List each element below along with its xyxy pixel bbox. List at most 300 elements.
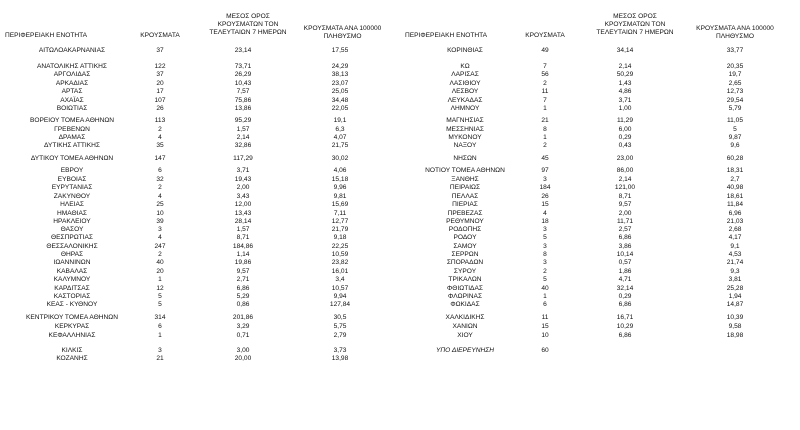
cases-value: 56 [541, 71, 549, 78]
cases-value: 3 [543, 176, 547, 183]
avg-value: 6,86 [618, 332, 632, 339]
table-row [0, 193, 400, 201]
per100k-value: 11,84 [726, 201, 743, 208]
table-row [400, 117, 800, 125]
cases-value: 2 [158, 251, 162, 258]
cases-value: 17 [156, 88, 164, 95]
table-row [0, 126, 400, 134]
cases-value: 25 [156, 201, 164, 208]
table-row [400, 134, 800, 142]
avg-value: 1,14 [236, 251, 250, 258]
table-row [0, 259, 400, 267]
table-row [0, 201, 400, 209]
avg-value: 0,71 [236, 332, 250, 339]
avg-value: 9,57 [618, 201, 632, 208]
region-name: ΡΟΔΟΥ [453, 234, 477, 241]
region-name: ΣΑΜΟΥ [453, 243, 477, 250]
per100k-value: 2,68 [728, 226, 742, 233]
table-row [0, 323, 400, 331]
cases-value: 21 [541, 117, 549, 124]
avg-value: 8,71 [618, 193, 632, 200]
per100k-value: 30,5 [333, 314, 347, 321]
cases-value: 2 [158, 126, 162, 133]
avg-value: 2,14 [236, 134, 250, 141]
avg-value: 8,71 [236, 234, 250, 241]
avg-value: 3,71 [618, 97, 632, 104]
per100k-value: 9,94 [333, 293, 347, 300]
avg-value: 10,29 [616, 323, 634, 330]
table-row [0, 47, 400, 55]
avg-value: 11,71 [616, 218, 633, 225]
cases-value: 1 [543, 134, 547, 141]
per100k-value: 2,7 [730, 176, 740, 183]
table-row [0, 268, 400, 276]
cases-value: 1 [543, 105, 547, 112]
per100k-value: 18,98 [726, 332, 744, 339]
cases-value: 40 [541, 285, 549, 292]
per100k-value: 3,81 [728, 276, 742, 283]
region-name: ΣΠΟΡΑΔΩΝ [446, 259, 484, 266]
avg-value: 10,14 [616, 251, 634, 258]
cases-value: 10 [156, 210, 164, 217]
cases-value: 147 [154, 155, 166, 162]
table-row [400, 234, 800, 242]
table-row [400, 243, 800, 251]
table-row [400, 193, 800, 201]
cases-value: 1 [543, 293, 547, 300]
header-avg: ΜΕΣΟΣ ΟΡΟΣ ΚΡΟΥΣΜΑΤΩΝ ΤΟΝ ΤΕΛΕΥΤΑΙΩΝ 7 ΗΜΕΡΩΝ [596, 13, 674, 36]
region-name: ΛΑΣΙΘΙΟΥ [449, 80, 481, 87]
cases-value: 4 [158, 193, 162, 200]
per100k-value: 12,77 [331, 218, 349, 225]
region-name: ΚΕΦΑΛΛΗΝΙΑΣ [48, 332, 96, 339]
avg-value: 19,86 [234, 259, 252, 266]
table-row [0, 71, 400, 79]
cases-value: 49 [541, 47, 549, 54]
table-row [0, 80, 400, 88]
cases-value: 3 [543, 243, 547, 250]
avg-value: 32,86 [234, 142, 252, 149]
avg-value: 7,57 [236, 88, 250, 95]
cases-value: 4 [158, 234, 162, 241]
cases-value: 12 [156, 285, 164, 292]
cases-value: 5 [543, 234, 547, 241]
per100k-value: 7,11 [333, 210, 347, 217]
avg-value: 86,00 [616, 167, 634, 174]
avg-value: 4,86 [618, 88, 632, 95]
cases-value: 4 [543, 210, 547, 217]
table-row [0, 63, 400, 71]
cases-value: 37 [156, 71, 164, 78]
per100k-value: 9,81 [333, 193, 347, 200]
per100k-value: 21,79 [331, 226, 349, 233]
per100k-value: 5 [733, 126, 737, 133]
cases-value: 5 [158, 301, 162, 308]
per100k-value: 2,65 [728, 80, 742, 87]
region-name: ΙΩΑΝΝΙΝΩΝ [53, 259, 91, 266]
header-avg: ΜΕΣΟΣ ΟΡΟΣ ΚΡΟΥΣΜΑΤΩΝ ΤΟΝ ΤΕΛΕΥΤΑΙΩΝ 7 ΗΜΕΡΩΝ [209, 13, 287, 36]
cases-value: 11 [541, 314, 549, 321]
per100k-value: 23,82 [331, 259, 349, 266]
per100k-value: 22,25 [331, 243, 349, 250]
region-name: ΔΡΑΜΑΣ [58, 134, 86, 141]
cases-value: 3 [543, 259, 547, 266]
region-name: ΚΙΛΚΙΣ [61, 347, 83, 354]
per100k-value: 127,84 [329, 301, 351, 308]
region-name: ΒΟΡΕΙΟΥ ΤΟΜΕΑ ΑΘΗΝΩΝ [29, 117, 115, 124]
region-name: ΑΡΚΑΔΙΑΣ [55, 80, 89, 87]
table-row [400, 323, 800, 331]
region-name: ΜΕΣΣΗΝΙΑΣ [446, 126, 484, 133]
table-row [0, 176, 400, 184]
region-name: ΗΜΑΘΙΑΣ [57, 210, 87, 217]
cases-value: 45 [541, 155, 549, 162]
per100k-value: 17,55 [331, 47, 349, 54]
avg-value: 34,14 [616, 47, 634, 54]
per100k-value: 1,94 [728, 293, 742, 300]
avg-value: 3,86 [618, 243, 632, 250]
table-row [0, 88, 400, 96]
avg-value: 75,86 [234, 97, 252, 104]
table-row [400, 155, 800, 163]
cases-value: 3 [543, 226, 547, 233]
avg-value: 201,86 [232, 314, 254, 321]
per100k-value: 29,54 [726, 97, 744, 104]
region-name: ΧΑΝΙΩΝ [452, 323, 478, 330]
table-row [400, 210, 800, 218]
region-name: ΛΕΥΚΑΔΑΣ [447, 97, 483, 104]
table-row [0, 332, 400, 340]
region-name: ΕΥΡΥΤΑΝΙΑΣ [51, 184, 93, 191]
avg-value: 3,29 [236, 323, 250, 330]
cases-value: 10 [541, 332, 549, 339]
header-per100k: ΚΡΟΥΣΜΑΤΑ ΑΝΑ 100000 ΠΛΗΘΥΣΜΟ [696, 25, 774, 40]
region-name: ΔΥΤΙΚΟΥ ΤΟΜΕΑ ΑΘΗΝΩΝ [30, 155, 114, 162]
per100k-value: 14,87 [726, 301, 744, 308]
cases-value: 20 [156, 80, 164, 87]
header-cases: ΚΡΟΥΣΜΑΤΑ [525, 32, 565, 39]
per100k-value: 9,1 [730, 243, 740, 250]
per100k-value: 20,35 [726, 63, 744, 70]
region-name: ΧΙΟΥ [457, 332, 473, 339]
avg-value: 13,86 [234, 105, 252, 112]
avg-value: 1,86 [618, 268, 632, 275]
per100k-value: 4,53 [728, 251, 742, 258]
per100k-value: 21,03 [726, 218, 744, 225]
region-name: ΖΑΚΥΝΘΟΥ [53, 193, 91, 200]
avg-value: 12,00 [234, 201, 252, 208]
region-name: ΧΑΛΚΙΔΙΚΗΣ [445, 314, 485, 321]
cases-value: 15 [541, 201, 549, 208]
avg-value: 95,29 [234, 117, 252, 124]
per100k-value: 22,05 [331, 105, 349, 112]
cases-value: 37 [156, 47, 164, 54]
table-row [400, 126, 800, 134]
region-name: ΒΟΙΩΤΙΑΣ [56, 105, 88, 112]
table-row [0, 285, 400, 293]
table-row [0, 105, 400, 113]
per100k-value: 33,77 [726, 47, 744, 54]
cases-value: 40 [156, 259, 164, 266]
avg-value: 6,86 [618, 234, 632, 241]
region-name: ΔΥΤΙΚΗΣ ΑΤΤΙΚΗΣ [44, 142, 100, 149]
table-row [400, 259, 800, 267]
per100k-value: 34,48 [331, 97, 349, 104]
cases-value: 8 [543, 126, 547, 133]
region-name: ΚΑΡΔΙΤΣΑΣ [54, 285, 90, 292]
avg-value: 73,71 [234, 63, 252, 70]
per100k-value: 21,74 [726, 259, 744, 266]
avg-value: 28,14 [234, 218, 252, 225]
region-name: ΚΕΑΣ - ΚΥΘΝΟΥ [46, 301, 98, 308]
table-row [0, 276, 400, 284]
cases-value: 97 [541, 167, 549, 174]
header-region: ΠΕΡΙΦΕΡΕΙΑΚΗ ΕΝΟΤΗΤΑ [5, 32, 88, 39]
cases-value: 35 [156, 142, 164, 149]
per100k-value: 9,18 [333, 234, 347, 241]
region-name: ΗΛΕΙΑΣ [60, 201, 84, 208]
per100k-value: 18,31 [726, 167, 744, 174]
header-region: ΠΕΡΙΦΕΡΕΙΑΚΗ ΕΝΟΤΗΤΑ [405, 32, 488, 39]
region-name: ΘΕΣΣΑΛΟΝΙΚΗΣ [46, 243, 98, 250]
per100k-value: 9,58 [728, 323, 742, 330]
per100k-value: 5,75 [333, 323, 347, 330]
avg-value: 0,43 [618, 142, 632, 149]
avg-value: 2,14 [618, 176, 632, 183]
region-name: ΝΑΞΟΥ [453, 142, 477, 149]
cases-value: 7 [543, 63, 547, 70]
cases-value: 122 [154, 63, 166, 70]
region-name: ΚΑΒΑΛΑΣ [56, 268, 88, 275]
table-row [0, 210, 400, 218]
table-row [400, 97, 800, 105]
per100k-value: 13,98 [331, 355, 349, 362]
per100k-value: 4,06 [333, 167, 347, 174]
table-row [400, 332, 800, 340]
region-name: ΘΕΣΠΡΩΤΙΑΣ [50, 234, 94, 241]
per100k-value: 9,6 [730, 142, 740, 149]
table-row [400, 268, 800, 276]
region-name: ΚΩ [460, 63, 470, 70]
table-row [400, 176, 800, 184]
table-row [400, 201, 800, 209]
table-row [400, 184, 800, 192]
table-row [400, 276, 800, 284]
avg-value: 6,86 [618, 301, 632, 308]
cases-value: 21 [156, 355, 164, 362]
region-name: ΤΡΙΚΑΛΩΝ [448, 276, 482, 283]
avg-value: 0,29 [618, 293, 632, 300]
per100k-value: 6,96 [728, 210, 742, 217]
cases-value: 2 [158, 184, 162, 191]
table-row [400, 251, 800, 259]
avg-value: 26,29 [234, 71, 252, 78]
cases-value: 26 [156, 105, 164, 112]
per100k-value: 40,98 [726, 184, 744, 191]
per100k-value: 19,7 [728, 71, 742, 78]
region-name: ΜΑΓΝΗΣΙΑΣ [446, 117, 484, 124]
avg-value: 1,57 [236, 226, 250, 233]
cases-value: 6 [158, 323, 162, 330]
per100k-value: 10,57 [331, 285, 349, 292]
cases-value: 2 [543, 142, 547, 149]
table-row [0, 97, 400, 105]
region-name: ΦΘΙΩΤΙΔΑΣ [447, 285, 483, 292]
region-name: ΞΑΝΘΗΣ [451, 176, 479, 183]
avg-value: 11,29 [616, 117, 633, 124]
region-name: ΡΟΔΟΠΗΣ [448, 226, 482, 233]
per100k-value: 3,4 [335, 276, 345, 283]
avg-value: 6,86 [236, 285, 250, 292]
cases-value: 6 [543, 301, 547, 308]
region-name: ΚΟΡΙΝΘΙΑΣ [447, 47, 483, 54]
table-row [400, 301, 800, 309]
per100k-value: 60,28 [726, 155, 744, 162]
region-name: ΚΑΣΤΟΡΙΑΣ [53, 293, 91, 300]
cases-value: 113 [154, 117, 166, 124]
table-row [400, 167, 800, 175]
per100k-value: 19,1 [333, 117, 347, 124]
avg-value: 19,43 [234, 176, 252, 183]
cases-value: 4 [158, 134, 162, 141]
per100k-value: 6,3 [335, 126, 345, 133]
region-name: ΦΛΩΡΙΝΑΣ [447, 293, 483, 300]
table-row [400, 47, 800, 55]
cases-value: 2 [543, 80, 547, 87]
table-row [400, 218, 800, 226]
avg-value: 2,14 [618, 63, 632, 70]
cases-value: 3 [158, 226, 162, 233]
table-row [0, 243, 400, 251]
region-name: ΑΧΑΪΑΣ [60, 97, 84, 104]
per100k-value: 15,18 [331, 176, 349, 183]
region-name: ΦΩΚΙΔΑΣ [450, 301, 480, 308]
cases-value: 60 [541, 347, 549, 354]
region-name: ΥΠΟ ΔΙΕΡΕΥΝΗΣΗ [436, 347, 494, 354]
table-row [0, 226, 400, 234]
table-row [400, 293, 800, 301]
avg-value: 32,14 [616, 285, 634, 292]
region-name: ΑΡΓΟΛΙΔΑΣ [53, 71, 91, 78]
table-row [400, 71, 800, 79]
table-row [0, 234, 400, 242]
table-row [400, 285, 800, 293]
table-row [0, 218, 400, 226]
per100k-value: 12,73 [726, 88, 744, 95]
region-name: ΠΙΕΡΙΑΣ [452, 201, 478, 208]
avg-value: 13,43 [234, 210, 252, 217]
cases-value: 3 [158, 347, 162, 354]
per100k-value: 4,07 [333, 134, 347, 141]
per100k-value: 16,01 [331, 268, 349, 275]
per100k-value: 2,79 [333, 332, 347, 339]
region-name: ΛΗΜΝΟΥ [450, 105, 480, 112]
cases-value: 8 [543, 251, 547, 258]
region-name: ΕΒΡΟΥ [60, 167, 84, 174]
cases-value: 1 [158, 332, 162, 339]
region-name: ΠΕΛΛΑΣ [451, 193, 479, 200]
region-name: ΚΑΛΥΜΝΟΥ [53, 276, 91, 283]
region-name: ΜΥΚΟΝΟΥ [448, 134, 482, 141]
avg-value: 16,71 [616, 314, 634, 321]
per100k-value: 5,79 [728, 105, 742, 112]
table-row [0, 251, 400, 259]
region-name: ΑΙΤΩΛΟΑΚΑΡΝΑΝΙΑΣ [38, 47, 106, 54]
table-row [400, 314, 800, 322]
avg-value: 4,71 [618, 276, 632, 283]
cases-value: 11 [541, 88, 549, 95]
avg-value: 2,71 [236, 276, 250, 283]
avg-value: 1,00 [618, 105, 632, 112]
table-row [0, 167, 400, 175]
region-name: ΛΑΡΙΣΑΣ [451, 71, 479, 78]
per100k-value: 24,29 [331, 63, 349, 70]
region-name: ΘΗΡΑΣ [60, 251, 84, 258]
avg-value: 6,00 [618, 126, 632, 133]
per100k-value: 9,3 [730, 268, 740, 275]
avg-value: 3,43 [236, 193, 250, 200]
per100k-value: 25,28 [726, 285, 744, 292]
per100k-value: 10,59 [331, 251, 349, 258]
per100k-value: 3,73 [333, 347, 347, 354]
table-row [0, 293, 400, 301]
table-row [0, 347, 400, 355]
cases-value: 26 [541, 193, 549, 200]
region-name: ΑΡΤΑΣ [61, 88, 83, 95]
region-name: ΣΕΡΡΩΝ [451, 251, 479, 258]
cases-value: 15 [541, 323, 549, 330]
header-cases: ΚΡΟΥΣΜΑΤΑ [140, 32, 180, 39]
cases-value: 1 [158, 276, 162, 283]
region-name: ΠΕΙΡΑΙΩΣ [449, 184, 481, 191]
region-name: ΝΟΤΙΟΥ ΤΟΜΕΑ ΑΘΗΝΩΝ [425, 167, 505, 174]
table-row [400, 226, 800, 234]
cases-value: 32 [156, 176, 164, 183]
table-row [400, 347, 800, 355]
region-name: ΓΡΕΒΕΝΩΝ [54, 126, 90, 133]
table-row [0, 355, 400, 363]
region-name: ΚΕΡΚΥΡΑΣ [54, 323, 90, 330]
region-name: ΣΥΡΟΥ [453, 268, 477, 275]
avg-value: 23,14 [234, 47, 252, 54]
table-row [0, 301, 400, 309]
cases-value: 7 [543, 97, 547, 104]
avg-value: 184,86 [232, 243, 254, 250]
avg-value: 117,29 [233, 155, 253, 162]
region-name: ΗΡΑΚΛΕΙΟΥ [53, 218, 91, 225]
per100k-value: 9,96 [333, 184, 347, 191]
per100k-value: 21,75 [331, 142, 349, 149]
region-name: ΡΕΘΥΜΝΟΥ [446, 218, 484, 225]
cases-value: 5 [158, 293, 162, 300]
avg-value: 3,71 [236, 167, 250, 174]
avg-value: 0,86 [236, 301, 250, 308]
avg-value: 2,00 [618, 210, 632, 217]
avg-value: 121,00 [614, 184, 636, 191]
avg-value: 3,00 [236, 347, 250, 354]
avg-value: 9,57 [236, 268, 250, 275]
region-name: ΚΟΖΑΝΗΣ [56, 355, 88, 362]
per100k-value: 23,07 [331, 80, 349, 87]
table-row [400, 105, 800, 113]
avg-value: 10,43 [234, 80, 252, 87]
region-name: ΛΕΣΒΟΥ [451, 88, 479, 95]
table-row [400, 88, 800, 96]
per100k-value: 15,69 [331, 201, 349, 208]
avg-value: 1,57 [236, 126, 250, 133]
avg-value: 2,00 [236, 184, 250, 191]
cases-value: 184 [539, 184, 551, 191]
